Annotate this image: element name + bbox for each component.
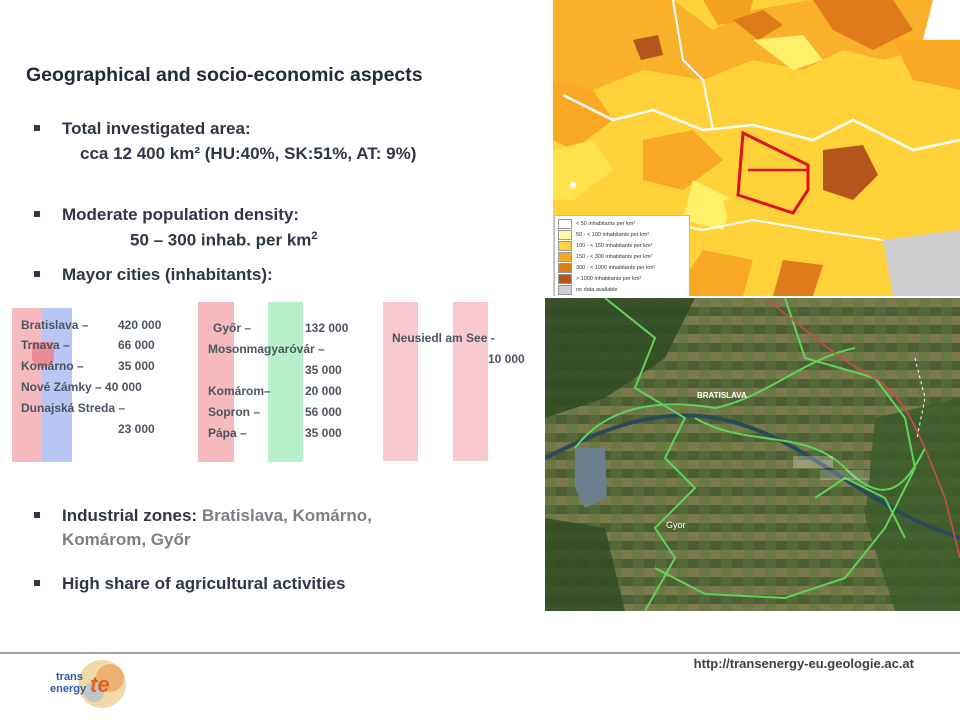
- density-value-main: 50 – 300 inhab. per km: [130, 230, 312, 250]
- austria-flag-left: [383, 302, 418, 461]
- logo-line2: energy: [50, 683, 87, 695]
- legend-swatch: [558, 219, 572, 229]
- sk-city-3: Komárno –: [21, 359, 84, 373]
- legend-swatch: [558, 241, 572, 251]
- industrial-value-2: Komárom, Győr: [62, 530, 191, 549]
- legend-label: 50 - < 100 inhabitants per km²: [576, 232, 650, 238]
- legend-swatch: [558, 285, 572, 295]
- sk-city-4: Nové Zámky – 40 000: [21, 380, 142, 394]
- legend-label: > 1000 inhabitants per km²: [576, 276, 642, 282]
- area-value: cca 12 400 km² (HU:40%, SK:51%, AT: 9%): [80, 144, 417, 163]
- legend-swatch: [558, 263, 572, 273]
- legend-label: 300 - < 1000 inhabitants per km²: [576, 265, 656, 271]
- at-city-1-value: 10 000: [488, 352, 525, 366]
- sk-city-5: Dunajská Streda –: [21, 401, 126, 415]
- sk-city-1: [21, 318, 88, 332]
- industrial-label: Industrial zones:: [62, 506, 198, 525]
- bullet-marker: [34, 512, 40, 518]
- population-density-map: [553, 0, 960, 296]
- legend-row: [558, 230, 649, 240]
- austria-flag-right: [453, 302, 488, 461]
- hu-city-2-value: 35 000: [305, 363, 342, 377]
- legend-label: < 50 inhabitants per km²: [576, 221, 636, 227]
- legend-swatch: [558, 230, 572, 240]
- satellite-map: [545, 298, 960, 611]
- hu-city-5: Pápa –: [208, 426, 247, 440]
- sk-city-5-value: 23 000: [118, 422, 155, 436]
- density-value: [130, 230, 318, 251]
- legend-row: [558, 263, 655, 273]
- hu-city-3: Komárom–: [208, 384, 271, 398]
- hu-city-1-value: 132 000: [305, 321, 349, 335]
- sk-city-3-value: 35 000: [118, 359, 155, 373]
- industrial-value-1: Bratislava, Komárno,: [201, 506, 372, 525]
- legend-label: 100 - < 150 inhabitants per km²: [576, 243, 653, 249]
- legend-row: [558, 219, 635, 229]
- legend-row: [558, 274, 641, 284]
- satellite-map-svg: [545, 298, 960, 611]
- bullet-marker: [34, 271, 40, 277]
- sk-city-1-value: 420 000: [118, 318, 162, 332]
- legend-swatch: [558, 252, 572, 262]
- legend-row: [558, 252, 652, 262]
- hu-city-2: Mosonmagyaróvár –: [208, 342, 325, 356]
- area-label: Total investigated area:: [62, 119, 251, 138]
- logo-line1: trans: [56, 671, 83, 683]
- hu-city-1: Győr –: [213, 321, 252, 335]
- legend-label: no data available: [576, 287, 618, 293]
- legend-swatch: [558, 274, 572, 284]
- footer-divider: [0, 652, 960, 654]
- legend-label: 150 - < 300 inhabitants per km²: [576, 254, 653, 260]
- sk-city-2-value: 66 000: [118, 338, 155, 352]
- footer-url: http://transenergy-eu.geologie.ac.at: [693, 656, 914, 671]
- bullet-marker: [34, 211, 40, 217]
- hu-city-5-value: 35 000: [305, 426, 342, 440]
- bullet-marker: [34, 580, 40, 586]
- map-legend: [554, 215, 690, 296]
- gyor-map-label: Gyor: [666, 520, 686, 530]
- city-name: Bratislava –: [21, 318, 89, 332]
- density-label: Moderate population density:: [62, 205, 300, 224]
- page-title: Geographical and socio-economic aspects: [26, 64, 423, 86]
- sk-city-2: Trnava –: [21, 338, 70, 352]
- hu-city-3-value: 20 000: [305, 384, 342, 398]
- hu-city-4: Sopron –: [208, 405, 261, 419]
- cities-label: Mayor cities (inhabitants):: [62, 265, 273, 284]
- hungary-flag-green: [268, 302, 303, 462]
- legend-row: [558, 285, 618, 295]
- logo-mark: te: [90, 672, 110, 697]
- at-city-1: Neusiedl am See -: [392, 331, 495, 345]
- transenergy-logo: [50, 658, 130, 714]
- hu-city-4-value: 56 000: [305, 405, 342, 419]
- bratislava-map-label: BRATISLAVA: [697, 391, 747, 400]
- agriculture-label: High share of agricultural activities: [62, 574, 346, 593]
- density-value-sup: 2: [311, 230, 318, 242]
- bullet-marker: [34, 125, 40, 131]
- legend-row: [558, 241, 652, 251]
